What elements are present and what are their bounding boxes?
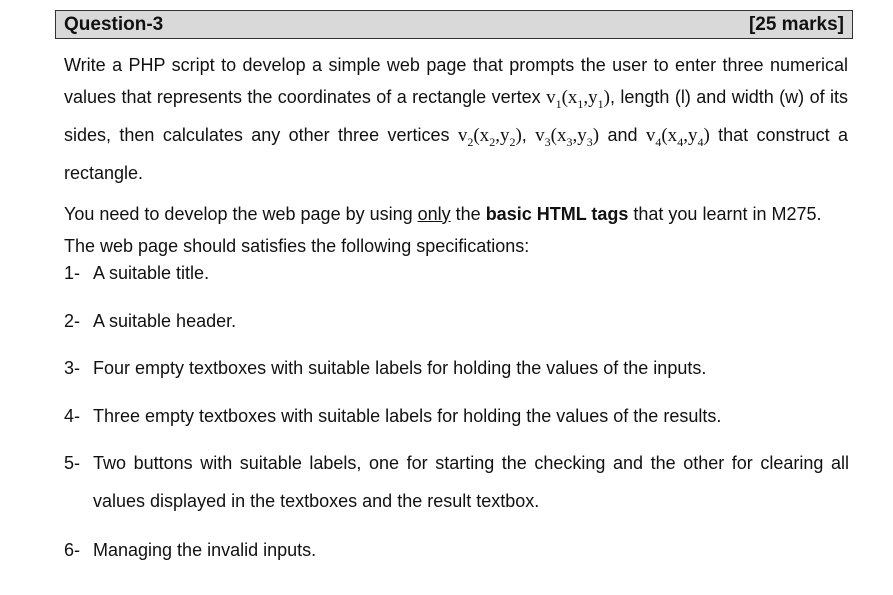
list-text: Two buttons with suitable labels, one for starting the checking and the other for clearing all values displayed in the textboxes and the result textbox. bbox=[93, 453, 849, 511]
list-text: A suitable title. bbox=[93, 263, 210, 283]
list-number: 6- bbox=[64, 540, 81, 560]
list-text: Managing the invalid inputs. bbox=[93, 540, 317, 560]
list-number: 2- bbox=[64, 311, 81, 331]
intro-paragraph: Write a PHP script to develop a simple web page that prompts the user to enter three numerical values that represents the coordinates of a rectangle vertex $v_1(x_1,y_1)$, length (l) and width (w) of its sides, then calculates any other three vertices $v_2(x_2,y_2)$, $v_3(x_3,y_3)$ and $v_4(x_4,y_4)$ that construct a rectangle. bbox=[64, 55, 848, 184]
list-text: Three empty textboxes with suitable labels for holding the values of the results. bbox=[93, 406, 722, 426]
question-header bbox=[55, 10, 853, 39]
instructions-paragraph: You need to develop the web page by using only the basic HTML tags that you learnt in M275. The web page should satisfies the following specifications: bbox=[64, 203, 822, 256]
vertex-v4: $v_4(x_4,y_4)$ bbox=[645, 124, 710, 149]
bold-basic-html-tags: basic HTML tags bbox=[485, 203, 629, 224]
underlined-only: only bbox=[417, 203, 451, 224]
vertex-v2: $v_2(x_2,y_2)$ bbox=[457, 124, 522, 149]
vertex-v1: $v_1(x_1,y_1)$ bbox=[546, 86, 610, 111]
list-number: 3- bbox=[64, 358, 81, 378]
list-text: Four empty textboxes with suitable labels for holding the values of the inputs. bbox=[93, 358, 707, 378]
list-number: 4- bbox=[64, 406, 81, 426]
question-body bbox=[64, 50, 848, 262]
vertex-v3: $v_3(x_3,y_3)$ bbox=[535, 124, 600, 149]
question-marks: [25 marks] bbox=[748, 14, 844, 35]
list-text: A suitable header. bbox=[93, 311, 237, 331]
question-title: Question-3 bbox=[64, 14, 164, 35]
list-number: 5- bbox=[64, 453, 81, 473]
list-number: 1- bbox=[64, 263, 81, 283]
